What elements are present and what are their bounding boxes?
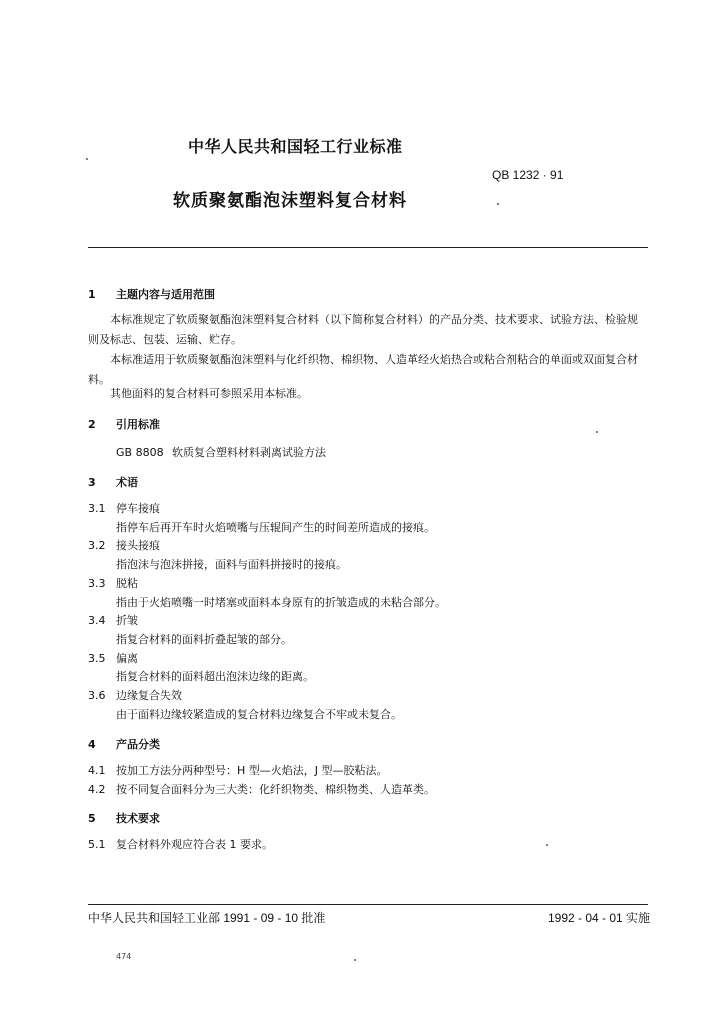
term-name: 偏离 xyxy=(116,652,138,665)
term-3-4-definition: 指复合材料的面料折叠起皱的部分。 xyxy=(116,633,292,646)
section-4-heading xyxy=(88,736,160,752)
header-rule xyxy=(88,247,648,248)
approval-date: 中华人民共和国轻工业部 1991 - 09 - 10 批准 xyxy=(88,911,326,925)
term-3-3-definition: 指由于火焰喷嘴一时堵塞或面料本身原有的折皱造成的未粘合部分。 xyxy=(116,596,446,609)
section-number: 2 xyxy=(88,418,96,431)
clause-number: 4.1 xyxy=(88,764,106,777)
term-3-1 xyxy=(88,502,160,515)
clause-number: 4.2 xyxy=(88,783,106,796)
section-1-paragraph-1: 本标准规定了软质聚氨酯泡沫塑料复合材料（以下简称复合材料）的产品分类、技术要求、试验方法、检验规则及标志、包装、运输、贮存。 xyxy=(88,313,638,346)
section-3-heading xyxy=(88,474,138,490)
section-2-heading xyxy=(88,416,160,432)
section-number: 3 xyxy=(88,476,96,489)
page-number: 474 xyxy=(116,952,132,961)
scan-speck xyxy=(354,959,356,961)
section-1-paragraph-2: 本标准适用于软质聚氨酯泡沫塑料与化纤织物、棉织物、人造革经火焰热合或粘合剂粘合的单面或双面复合材料。 xyxy=(88,353,638,386)
term-number: 3.1 xyxy=(88,502,106,515)
section-title: 产品分类 xyxy=(116,738,160,751)
section-title: 术语 xyxy=(116,476,138,489)
implementation-date: 1992 - 04 - 01 实施 xyxy=(548,911,651,925)
section-number: 4 xyxy=(88,738,96,751)
scan-speck xyxy=(86,158,88,160)
footer-rule xyxy=(88,904,648,905)
section-5-heading xyxy=(88,810,160,826)
section-title: 主题内容与适用范围 xyxy=(116,288,215,301)
section-1-paragraph-3: 其他面料的复合材料可参照采用本标准。 xyxy=(110,387,308,400)
section-title: 技术要求 xyxy=(116,812,160,825)
term-3-1-definition: 指停车后再开车时火焰喷嘴与压辊间产生的时间差所造成的接痕。 xyxy=(116,521,435,534)
reference-code: GB 8808 xyxy=(116,446,164,459)
scan-speck xyxy=(497,203,499,205)
term-3-5 xyxy=(88,652,138,665)
term-number: 3.2 xyxy=(88,539,106,552)
term-name: 接头接痕 xyxy=(116,539,160,552)
clause-5-1 xyxy=(88,838,273,851)
term-name: 脱粘 xyxy=(116,577,138,590)
standard-code: QB 1232 · 91 xyxy=(492,168,564,182)
term-3-4 xyxy=(88,614,138,627)
term-3-5-definition: 指复合材料的面料超出泡沫边缘的距离。 xyxy=(116,670,314,683)
section-1-heading xyxy=(88,286,215,302)
term-3-6-definition: 由于面料边缘较紧造成的复合材料边缘复合不牢或未复合。 xyxy=(116,708,402,721)
term-number: 3.5 xyxy=(88,652,106,665)
term-name: 折皱 xyxy=(116,614,138,627)
clause-number: 5.1 xyxy=(88,838,106,851)
standard-name: 软质聚氨酯泡沫塑料复合材料 xyxy=(173,191,407,211)
term-number: 3.4 xyxy=(88,614,106,627)
term-3-6 xyxy=(88,689,182,702)
clause-4-1 xyxy=(88,764,388,777)
section-number: 1 xyxy=(88,288,96,301)
scan-speck xyxy=(596,431,598,433)
term-3-2-definition: 指泡沫与泡沫拼接，面料与面料拼接时的接痕。 xyxy=(116,558,347,571)
clause-text: 复合材料外观应符合表 1 要求。 xyxy=(116,838,273,851)
section-title: 引用标准 xyxy=(116,418,160,431)
clause-text: 按加工方法分两种型号：H 型—火焰法，J 型—胶粘法。 xyxy=(116,764,388,777)
term-number: 3.6 xyxy=(88,689,106,702)
term-3-2 xyxy=(88,539,160,552)
term-number: 3.3 xyxy=(88,577,106,590)
term-name: 停车接痕 xyxy=(116,502,160,515)
reference-standard xyxy=(116,446,326,459)
scan-speck xyxy=(546,844,548,846)
section-number: 5 xyxy=(88,812,96,825)
clause-text: 按不同复合面料分为三大类：化纤织物类、棉织物类、人造革类。 xyxy=(116,783,435,796)
header-title: 中华人民共和国轻工行业标准 xyxy=(188,137,403,156)
reference-title: 软质复合塑料材料剥离试验方法 xyxy=(172,446,326,459)
term-3-3 xyxy=(88,577,138,590)
clause-4-2 xyxy=(88,783,435,796)
term-name: 边缘复合失效 xyxy=(116,689,182,702)
